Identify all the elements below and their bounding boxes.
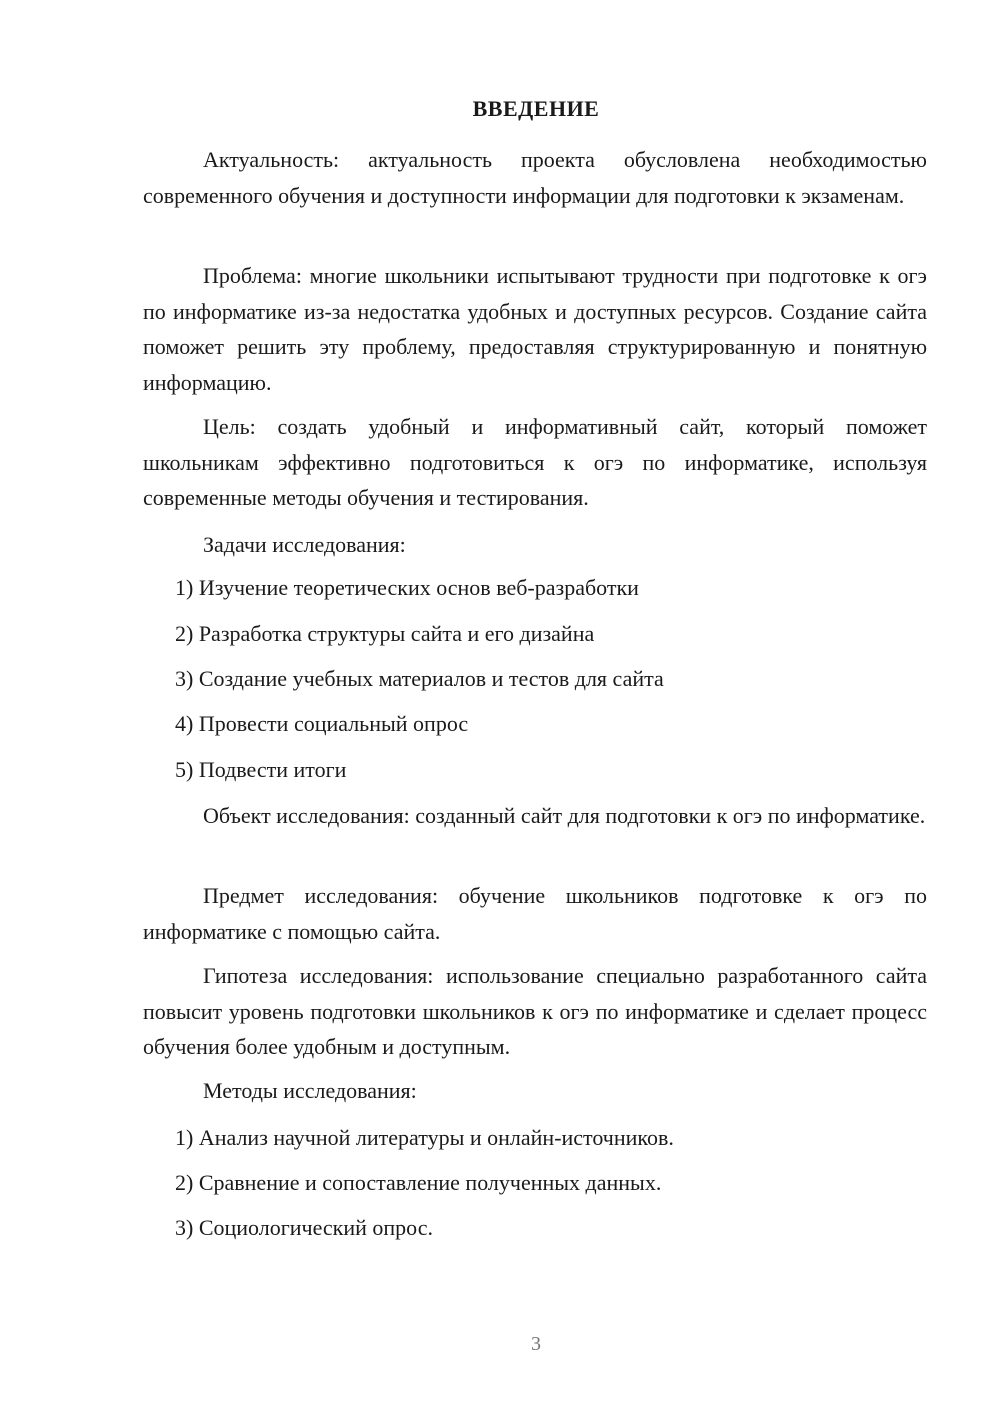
subject-paragraph: Предмет исследования: обучение школьников подготовке к огэ по информатике с помощью сайта. <box>143 883 927 944</box>
goal-paragraph: Цель: создать удобный и информативный сайт, который поможет школьникам эффективно подготовиться к огэ по информатике, используя современные методы обучения и тестирования. <box>143 414 927 510</box>
method-item: 3) Социологический опрос. <box>175 1215 433 1240</box>
task-item: 5) Подвести итоги <box>175 757 347 782</box>
relevance-paragraph: Актуальность: актуальность проекта обусловлена необходимостью современного обучения и доступности информации для подготовки к экзаменам. <box>143 147 927 208</box>
task-item: 3) Создание учебных материалов и тестов для сайта <box>175 666 664 691</box>
tasks-heading: Задачи исследования: <box>203 532 406 557</box>
hypothesis-paragraph: Гипотеза исследования: использование специально разработанного сайта повысит уровень подготовки школьников к огэ по информатике и сделает процесс обучения более удобным и доступным. <box>143 963 927 1059</box>
method-item: 2) Сравнение и сопоставление полученных данных. <box>175 1170 662 1195</box>
task-item: 2) Разработка структуры сайта и его дизайна <box>175 621 595 646</box>
page-title: ВВЕДЕНИЕ <box>472 96 600 121</box>
method-item: 1) Анализ научной литературы и онлайн-источников. <box>175 1125 674 1150</box>
object-paragraph: Объект исследования: созданный сайт для подготовки к огэ по информатике. <box>203 803 926 828</box>
page-number: 3 <box>531 1333 541 1355</box>
task-item: 4) Провести социальный опрос <box>175 711 469 736</box>
methods-heading: Методы исследования: <box>203 1078 417 1103</box>
task-item: 1) Изучение теоретических основ веб-разработки <box>175 575 639 600</box>
problem-paragraph: Проблема: многие школьники испытывают трудности при подготовке к огэ по информатике из-за недостатка удобных и доступных ресурсов. Создание сайта поможет решить эту проблему, предоставляя структурированную и понятную информацию. <box>143 263 927 395</box>
